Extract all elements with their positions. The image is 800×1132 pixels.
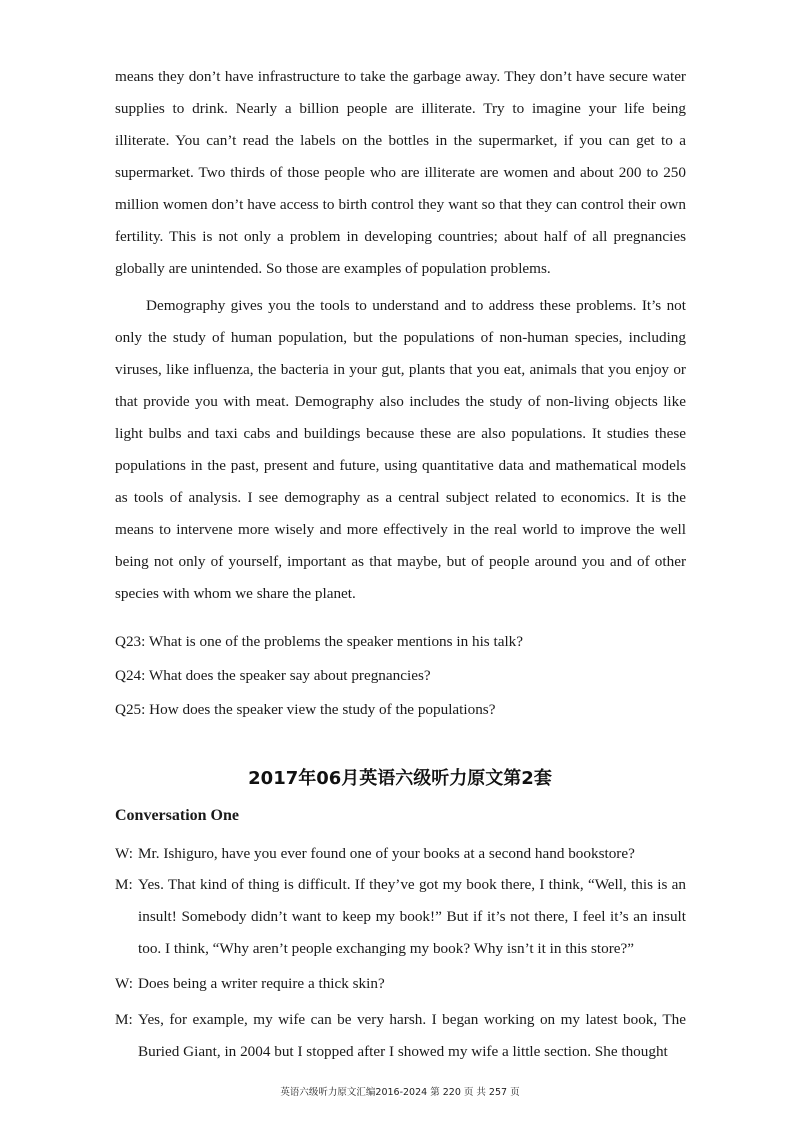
conversation-turn: [115, 1004, 686, 1068]
conversation-turn: [115, 968, 686, 1000]
conversation-turn: [115, 838, 686, 870]
passage-paragraph-1: means they don’t have infrastructure to take the garbage away. They don’t have secure water supplies to drink. Nearly a billion people are illiterate. Try to imagine your life being illiterate. You can’t read the labels on the bottles in the supermarket, if you can get to a supermarket. Two thirds of those people who are illiterate are women and about 200 to 250 million women don’t have access to birth control they want so that they can control their own fertility. This is not only a problem in developing countries; about half of all pregnancies globally are unintended. So those are examples of population problems.: [115, 68, 686, 277]
speech-text: Yes, for example, my wife can be very harsh. I began working on my latest book, The Buried Giant, in 2004 but I stopped after I showed my wife a little section. She thought: [138, 1011, 686, 1060]
section-heading: Conversation One: [115, 807, 239, 824]
speech-text: Mr. Ishiguro, have you ever found one of your books at a second hand bookstore?: [138, 845, 635, 862]
page-footer: 英语六级听力原文汇编2016-2024 第 220 页 共 257 页: [280, 1087, 520, 1098]
set-title: 2017年06月英语六级听力原文第2套: [248, 768, 552, 789]
question-q25: Q25: How does the speaker view the study of the populations?: [115, 701, 496, 718]
passage-paragraph-2: Demography gives you the tools to understand and to address these problems. It’s not only the study of human population, but the populations of non-human species, including viruses, like influenza, the bacteria in your gut, plants that you eat, animals that you enjoy or that provide you with meat. Demography also includes the study of non-living objects like light bulbs and taxi cabs and buildings because these are also populations. It studies these populations in the past, present and future, using quantitative data and mathematical models as tools of analysis. I see demography as a central subject related to economics. It is the means to intervene more wisely and more effectively in the real world to improve the well being not only of yourself, important as that maybe, but of people around you and of other species with whom we share the planet.: [115, 297, 686, 602]
speaker-label: M:: [115, 876, 133, 893]
question-q24: Q24: What does the speaker say about pregnancies?: [115, 667, 431, 684]
speech-text: Does being a writer require a thick skin?: [138, 975, 385, 992]
speaker-label: M:: [115, 1011, 133, 1028]
speaker-label: W:: [115, 975, 133, 992]
speech-text: Yes. That kind of thing is difficult. If they’ve got my book there, I think, “Well, this is an insult! Somebody didn’t want to keep my book!” But if it’s not there, I feel it’s an insult too. I think, “Why aren’t people exchanging my book? Why isn’t it in this store?”: [138, 876, 686, 957]
question-q23: Q23: What is one of the problems the speaker mentions in his talk?: [115, 633, 524, 650]
conversation-turn: [115, 869, 686, 965]
speaker-label: W:: [115, 845, 133, 862]
